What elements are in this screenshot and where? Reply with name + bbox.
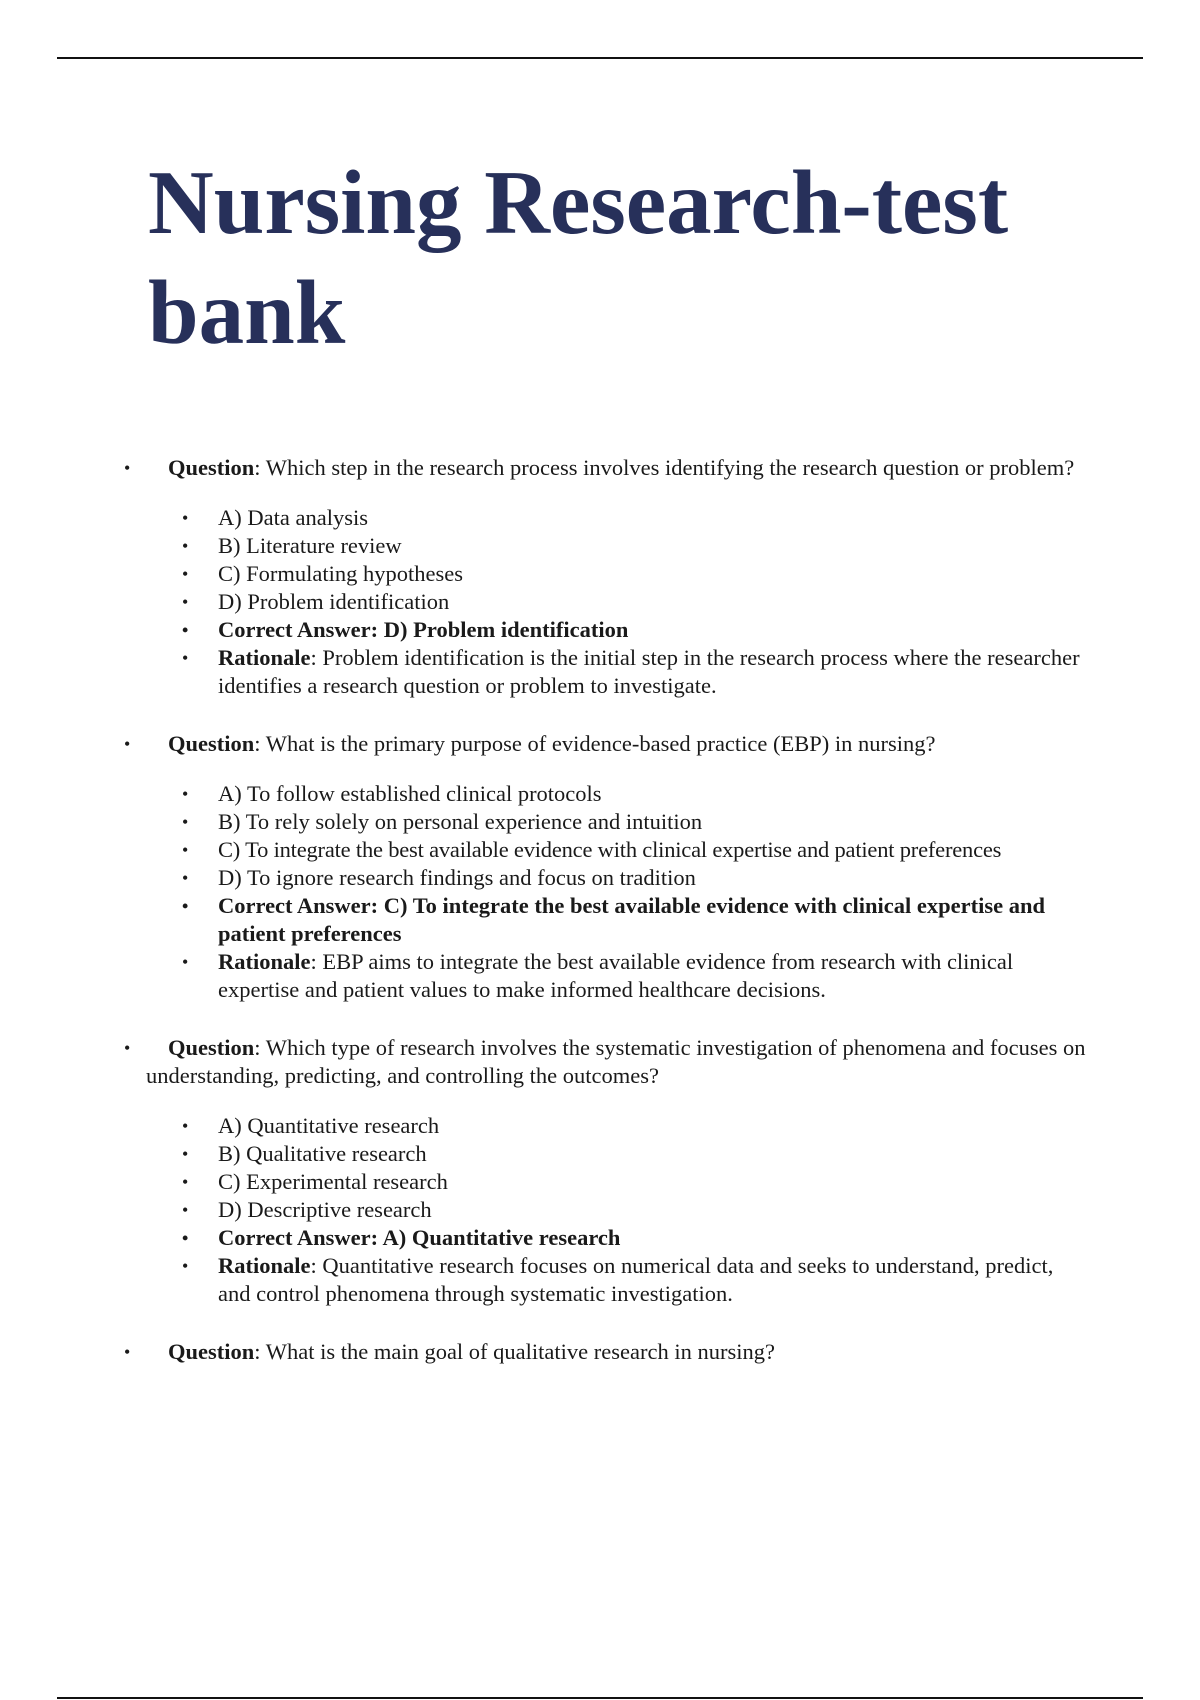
correct-answer	[182, 892, 1086, 948]
option-item: • D) Problem identification	[182, 589, 450, 614]
bullet-icon: •	[182, 1256, 189, 1276]
correct-answer-label: Correct Answer:	[218, 1225, 379, 1250]
bullet-icon: •	[182, 508, 189, 528]
rationale-text: : EBP aims to integrate the best available evidence from research with clinical expertise and patient values to make informed healthcare decisions.	[218, 949, 1014, 1002]
bullet-icon: •	[124, 1038, 131, 1058]
options-list	[146, 504, 1086, 700]
bullet-icon: •	[182, 868, 189, 888]
rationale-text: : Quantitative research focuses on numerical data and seeks to understand, predict, and control phenomena through systematic investigation.	[218, 1253, 1054, 1306]
bullet-icon: •	[182, 620, 189, 640]
correct-answer	[182, 616, 1086, 644]
bullet-icon: •	[182, 896, 189, 916]
correct-answer-label: Correct Answer:	[218, 893, 379, 918]
bullet-icon: •	[182, 1116, 189, 1136]
question-body: : What is the main goal of qualitative research in nursing?	[254, 1339, 775, 1364]
bullet-icon: •	[182, 840, 189, 860]
option-item: • B) Qualitative research	[182, 1141, 427, 1166]
rationale-label: Rationale	[218, 949, 311, 974]
question-label: Question	[168, 731, 255, 756]
question-text	[124, 454, 1086, 482]
option-item: • A) Data analysis	[182, 505, 368, 530]
bullet-icon: •	[182, 564, 189, 584]
rationale	[182, 1252, 1086, 1308]
question-label: Question	[168, 1035, 255, 1060]
bullet-icon: •	[124, 458, 131, 478]
question-text	[124, 730, 1086, 758]
question-block	[124, 454, 1086, 700]
bullet-icon: •	[182, 1228, 189, 1248]
bullet-icon: •	[182, 812, 189, 832]
bottom-rule	[57, 1697, 1143, 1699]
option-item: • C) To integrate the best available evidence with clinical expertise and patient preferences	[182, 837, 1002, 862]
correct-answer-value: D) Problem identification	[383, 617, 629, 642]
question-block	[124, 1338, 1086, 1366]
bullet-icon: •	[182, 592, 189, 612]
question-block	[124, 1034, 1086, 1308]
question-text	[124, 1034, 1086, 1090]
correct-answer-label: Correct Answer:	[218, 617, 379, 642]
correct-answer-value: A) Quantitative research	[382, 1225, 621, 1250]
rationale-text: : Problem identification is the initial step in the research process where the researcher identifies a research question or problem to investigate.	[218, 645, 1080, 698]
rationale-label: Rationale	[218, 645, 311, 670]
bullet-icon: •	[124, 1342, 131, 1362]
bullet-icon: •	[182, 536, 189, 556]
options-list	[146, 780, 1086, 1004]
question-text	[124, 1338, 1086, 1366]
options-list	[146, 1112, 1086, 1308]
option-item: • D) To ignore research findings and focus on tradition	[182, 865, 696, 890]
question-block	[124, 730, 1086, 1004]
correct-answer-value: C) To integrate the best available evidence with clinical expertise and patient preferences	[218, 893, 1045, 946]
correct-answer	[182, 1224, 1086, 1252]
bullet-icon: •	[182, 648, 189, 668]
option-item: • C) Formulating hypotheses	[182, 561, 463, 586]
bullet-icon: •	[182, 784, 189, 804]
rationale	[182, 644, 1086, 700]
document-title: Nursing Research-test bank	[148, 152, 1009, 363]
rationale-label: Rationale	[218, 1253, 311, 1278]
option-item: • D) Descriptive research	[182, 1197, 432, 1222]
bullet-icon: •	[182, 1144, 189, 1164]
option-item: • C) Experimental research	[182, 1169, 448, 1194]
question-label: Question	[168, 1339, 255, 1364]
option-item: • B) Literature review	[182, 533, 402, 558]
bullet-icon: •	[182, 1172, 189, 1192]
question-label: Question	[168, 455, 255, 480]
option-item: • A) Quantitative research	[182, 1113, 440, 1138]
bullet-icon: •	[182, 1200, 189, 1220]
bullet-icon: •	[182, 952, 189, 972]
rationale	[182, 948, 1086, 1004]
option-item: • A) To follow established clinical protocols	[182, 781, 602, 806]
top-rule	[57, 57, 1143, 59]
question-body: : What is the primary purpose of evidence-based practice (EBP) in nursing?	[254, 731, 936, 756]
bullet-icon: •	[124, 734, 131, 754]
question-body: : Which step in the research process involves identifying the research question or problem?	[254, 455, 1075, 480]
question-list	[124, 454, 1086, 1396]
option-item: • B) To rely solely on personal experience and intuition	[182, 809, 703, 834]
question-body: : Which type of research involves the systematic investigation of phenomena and focuses on understanding, predicting, and controlling the outcomes?	[146, 1035, 1086, 1088]
